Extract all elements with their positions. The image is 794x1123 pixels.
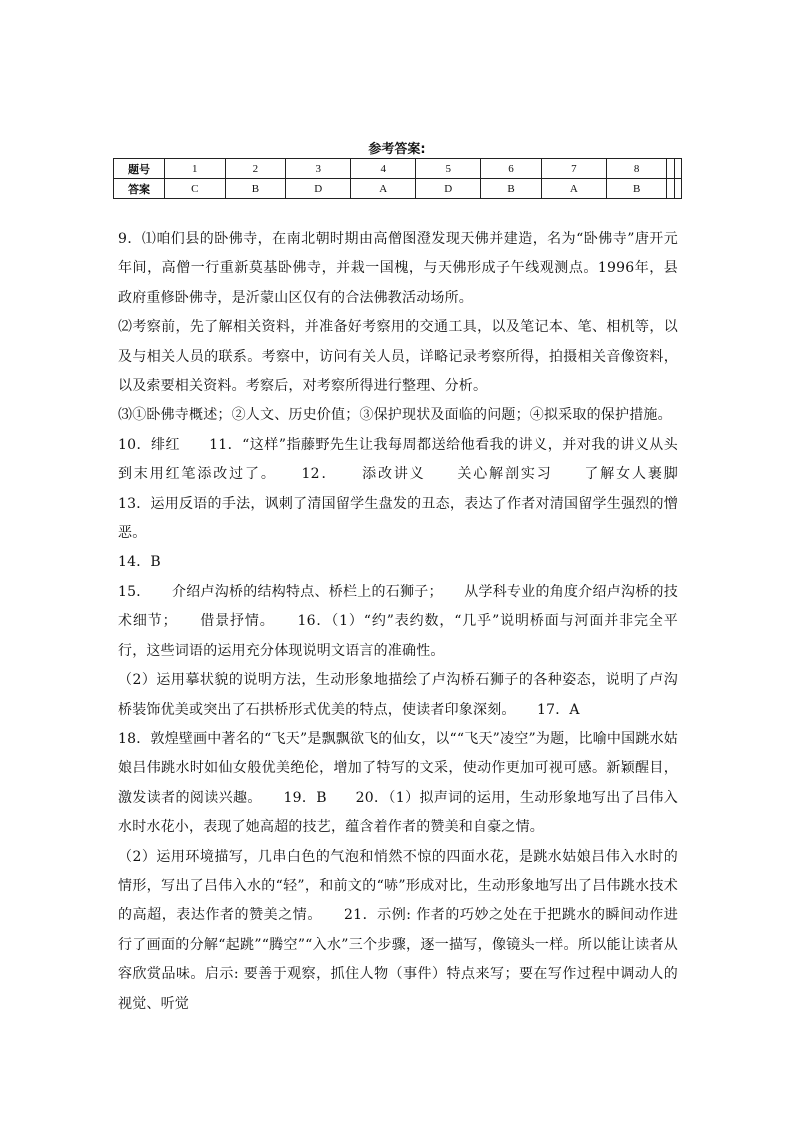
row-label-number: 题号 (114, 159, 165, 179)
paragraph-q9: 9．⑴咱们县的卧佛寺，在南北朝时期由高僧图澄发现天佛并建造，名为“卧佛寺”唐开元年间，高僧一行重新莫基卧佛寺，并栽一国槐，与天佛形成子午线观测点。1996年，县政府重修卧佛寺，是沂蒙山区仅有的合法佛教活动场所。 (118, 231, 678, 306)
table-row-numbers (114, 159, 682, 179)
table-cell (674, 159, 681, 179)
paragraph-q9-2: ⑵考察前，先了解相关资料，并准备好考察用的交通工具，以及笔记本、笔、相机等，以及与相关人员的联系。考察中，访问有关人员，详略记录考察所得，拍摄相关音像资料，以及索要相关资料。考察后，对考察所得进行整理、分析。 (118, 319, 678, 395)
answer-table (113, 158, 682, 199)
table-cell: 6 (481, 159, 542, 179)
table-cell: D (286, 179, 351, 199)
paragraph-q16-17: （2）运用摹状貌的说明方法，生动形象地描绘了卢沟桥石狮子的各种姿态，说明了卢沟桥装饰优美或突出了石拱桥形式优美的特点，使读者印象深刻。 17．A (118, 672, 678, 718)
table-cell: 7 (541, 159, 606, 179)
table-cell: 1 (165, 159, 226, 179)
page-title: 参考答案: (368, 142, 426, 157)
table-cell: A (541, 179, 606, 199)
table-row-answers (114, 179, 682, 199)
table-cell: B (481, 179, 542, 199)
table-cell: C (165, 179, 226, 199)
table-cell: 4 (351, 159, 416, 179)
table-cell: B (606, 179, 667, 199)
paragraph-q20-21: （2）运用环境描写，几串白色的气泡和悄然不惊的四面水花，是跳水姑娘吕伟入水时的情形，写出了吕伟入水的“轻”，和前文的“哧”形成对比，生动形象地写出了吕伟跳水技术的高超，表达作者的赞美之情。 21．示例: 作者的巧妙之处在于把跳水的瞬间动作进行了画面的分解“起跳”“腾空”“入水”三个步骤，逐一描写，像镜头一样。所以能让读者从容欣赏品味。启示: 要善于观察，抓住人物（事件）特点来写；要在写作过程中调动人的视觉、听觉 (118, 848, 678, 1012)
table-cell (674, 179, 681, 199)
paragraph-q9-3: ⑶①卧佛寺概述；②人文、历史价值；③保护现状及面临的问题；④拟采取的保护措施。 (118, 407, 672, 424)
paragraph-q18-20: 18．敦煌壁画中著名的“飞天”是飘飘欲飞的仙女，以““飞天”凌空”为题，比喻中国跳水姑娘吕伟跳水时如仙女般优美绝伦，增加了特写的文采，使动作更加可视可感。新颖醒目，激发读者的阅读兴趣。 19．B 20．（1）拟声词的运用，生动形象地写出了吕伟入水时水花小，表现了她高超的技艺，蕴含着作者的赞美和自豪之情。 (118, 730, 678, 836)
table-cell: 2 (225, 159, 286, 179)
paragraph-q14: 14．B (118, 554, 161, 571)
answer-body (118, 225, 707, 1019)
table-cell (667, 179, 674, 199)
table-cell (667, 159, 674, 179)
table-cell: D (416, 179, 481, 199)
table-cell: B (225, 179, 286, 199)
paragraph-q15-16: 15． 介绍卢沟桥的结构特点、桥栏上的石狮子； 从学科专业的角度介绍卢沟桥的技术细节； 借景抒情。 16．（1）“约”表约数，“几乎”说明桥面与河面并非完全平行，这些词语的运用充分体现说明文语言的准确性。 (118, 583, 678, 659)
table-cell: 3 (286, 159, 351, 179)
table-cell: A (351, 179, 416, 199)
row-label-answer: 答案 (114, 179, 165, 199)
table-cell: 5 (416, 159, 481, 179)
table-cell: 8 (606, 159, 667, 179)
paragraph-q10-13: 10．绯红 11．“这样”指藤野先生让我每周都送给他看我的讲义，并对我的讲义从头到末用红笔添改过了。 12． 添改讲义 关心解剖实习 了解女人裹脚 13．运用反语的手法，讽刺了清国留学生盘发的丑态，表达了作者对清国留学生强烈的憎恶。 (118, 436, 707, 542)
